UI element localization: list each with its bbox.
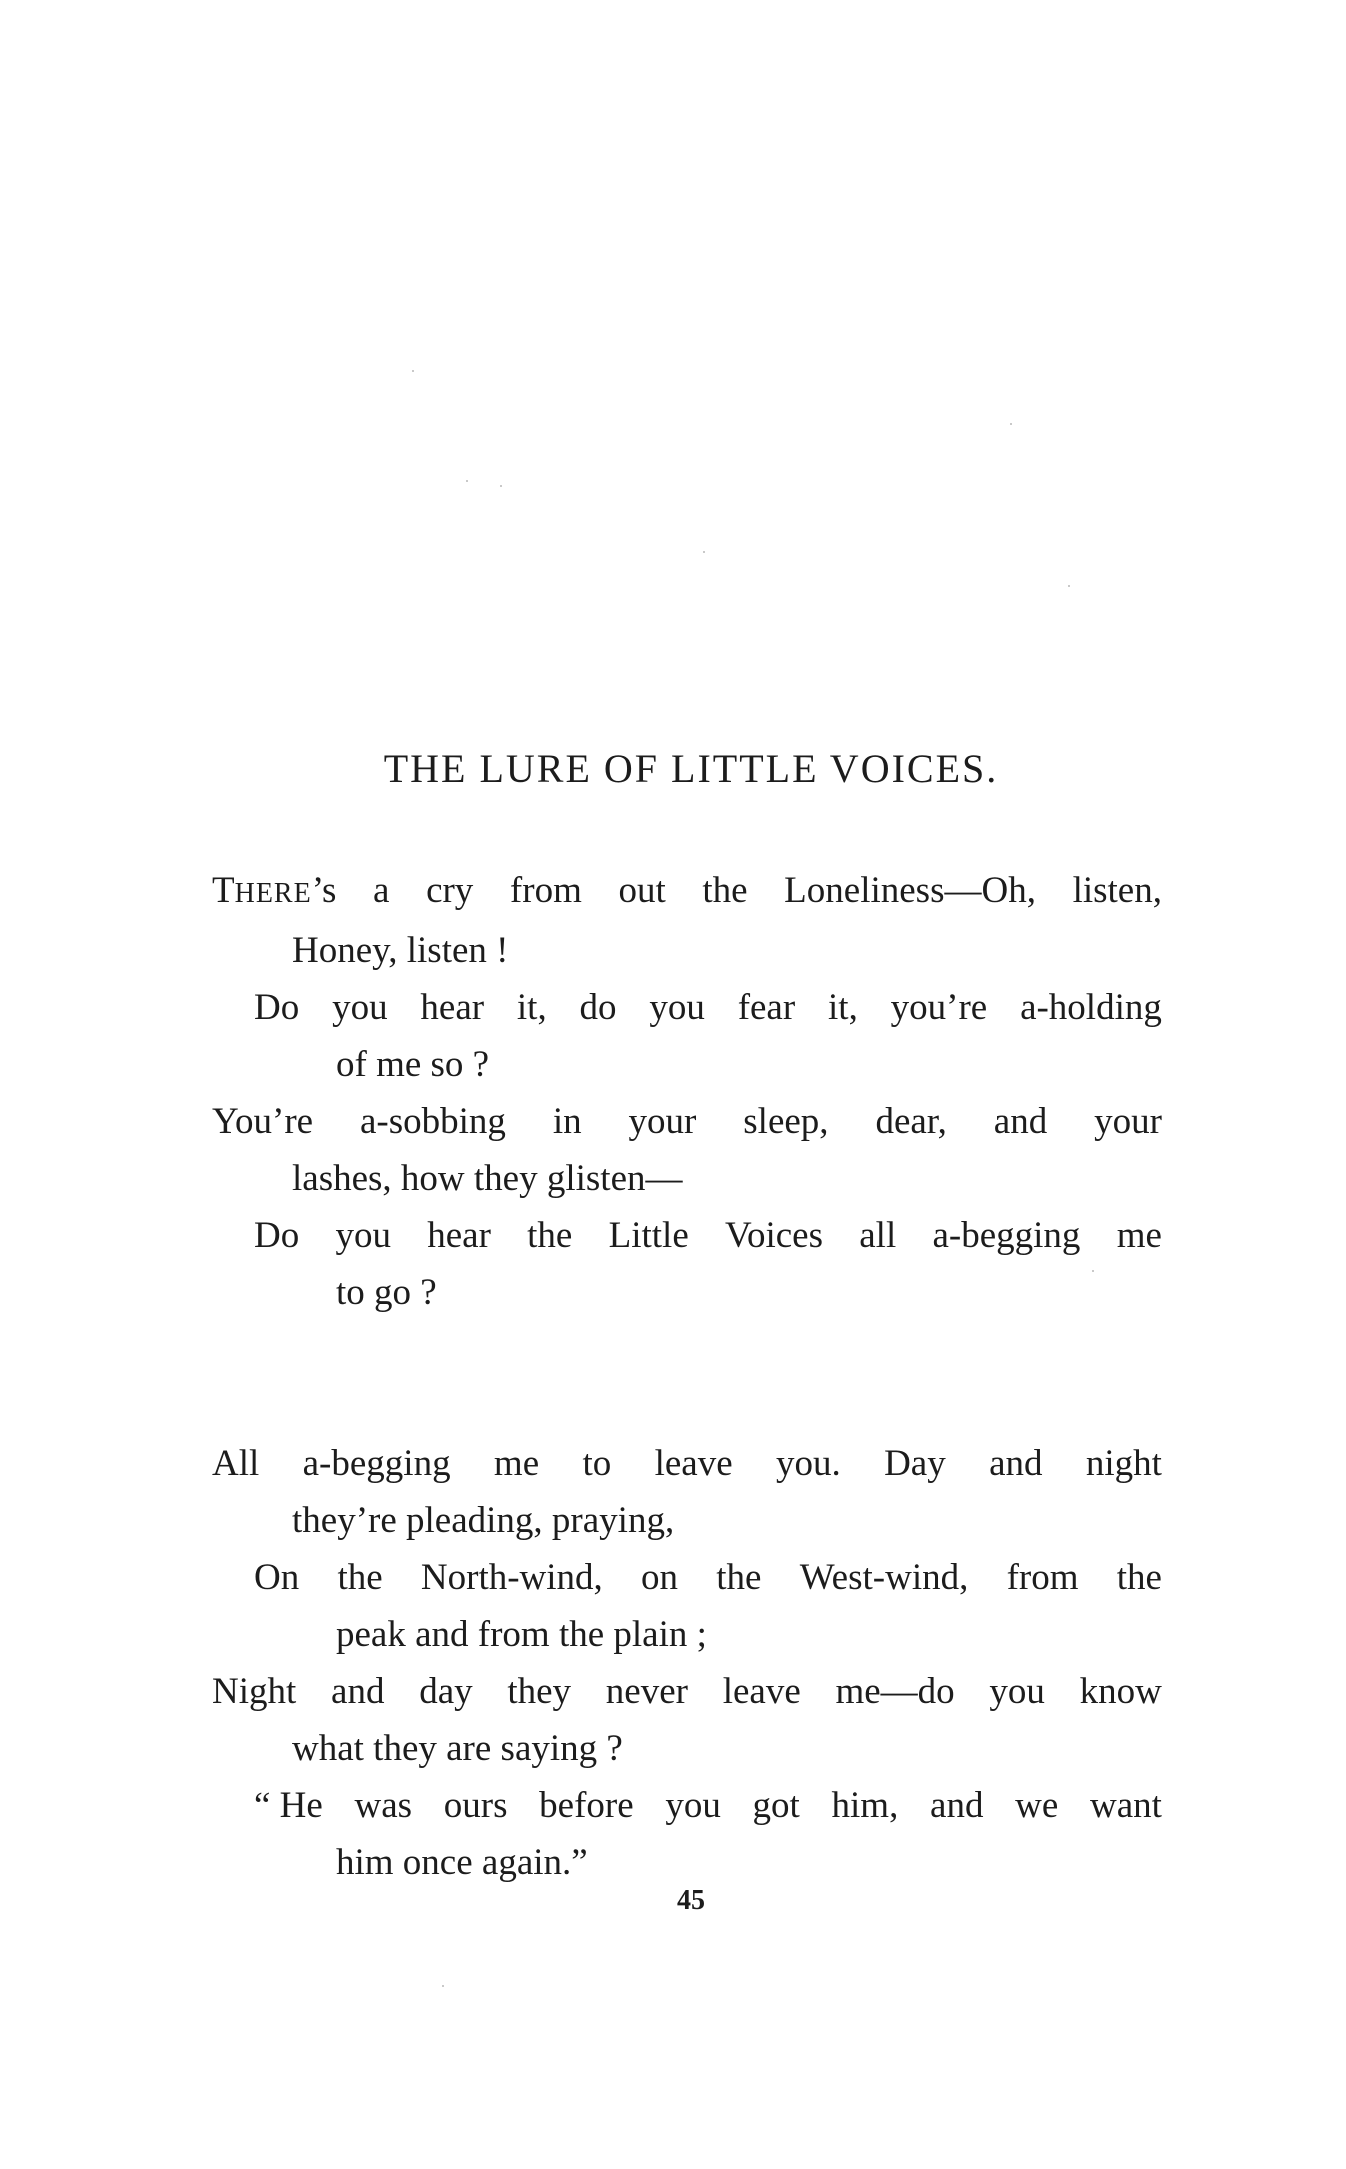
word: me (493, 1443, 540, 1484)
verse-line-5-continuation: they’re pleading, praying, (292, 1500, 675, 1541)
word: night (1085, 1443, 1162, 1484)
word: want (1089, 1785, 1162, 1826)
word: the (337, 1557, 383, 1598)
word: out (618, 870, 666, 911)
word: a (373, 870, 390, 911)
word: you (335, 1215, 391, 1256)
word: you (665, 1785, 721, 1826)
word: hear (420, 987, 485, 1028)
word: the (1116, 1557, 1162, 1598)
verse-line-2-continuation: of me so ? (336, 1044, 490, 1085)
word: to (582, 1443, 612, 1484)
word: from (509, 870, 582, 911)
stanza-2 (212, 1435, 1162, 1891)
word: you. (775, 1443, 841, 1484)
word: a-begging (302, 1443, 451, 1484)
verse-line-6 (254, 1549, 1162, 1606)
word: all (859, 1215, 897, 1256)
word: Little (608, 1215, 689, 1256)
verse-line-8 (254, 1777, 1162, 1834)
word: the (702, 870, 748, 911)
paper-speck (1010, 423, 1012, 425)
verse-line-4 (254, 1207, 1162, 1264)
line-first-word: THERE’s (212, 870, 337, 911)
word: we (1015, 1785, 1059, 1826)
word: Voices (725, 1215, 823, 1256)
verse-line-4-continuation: to go ? (336, 1272, 437, 1313)
word: dear, (875, 1101, 947, 1142)
word: Loneliness—Oh, (784, 870, 1036, 911)
verse-line-7 (212, 1663, 1162, 1720)
verse-line-8-continuation: him once again.” (336, 1842, 588, 1883)
word: a-begging (932, 1215, 1081, 1256)
word: you (649, 987, 705, 1028)
word: me (1116, 1215, 1162, 1256)
word: do (579, 987, 617, 1028)
word: me—do (835, 1671, 955, 1712)
word: the (527, 1215, 573, 1256)
word: leave (654, 1443, 733, 1484)
verse-line-1-continuation: Honey, listen ! (292, 930, 509, 971)
word: and (331, 1671, 385, 1712)
word: day (419, 1671, 473, 1712)
word: you’re (890, 987, 988, 1028)
verse-line-7-continuation: what they are saying ? (292, 1728, 623, 1769)
word: from (1006, 1557, 1079, 1598)
verse-line-3 (212, 1093, 1162, 1150)
stanza-1 (212, 862, 1162, 1321)
word: listen, (1072, 870, 1162, 911)
word: You’re (212, 1101, 314, 1142)
word: leave (722, 1671, 801, 1712)
word: you (332, 987, 388, 1028)
word: fear (737, 987, 796, 1028)
word: cry (426, 870, 474, 911)
paper-speck (703, 551, 705, 553)
word: and (930, 1785, 984, 1826)
verse-line-2 (254, 979, 1162, 1036)
word: got (752, 1785, 800, 1826)
paper-speck (466, 480, 468, 482)
word: it, (828, 987, 858, 1028)
poem-title: THE LURE OF LITTLE VOICES. (383, 746, 999, 791)
paper-speck (500, 485, 502, 487)
word: ours (443, 1785, 508, 1826)
word: North-wind, (420, 1557, 603, 1598)
word: on (641, 1557, 679, 1598)
word: Night (212, 1671, 297, 1712)
word: before (539, 1785, 634, 1826)
word: West-wind, (799, 1557, 969, 1598)
word: your (1094, 1101, 1162, 1142)
word: All (212, 1443, 260, 1484)
word: hear (427, 1215, 491, 1256)
word: him, (831, 1785, 899, 1826)
word: never (605, 1671, 688, 1712)
paper-speck (442, 1985, 444, 1987)
word: “ He (254, 1785, 323, 1826)
word: Day (884, 1443, 946, 1484)
word: On (254, 1557, 300, 1598)
word: a-holding (1020, 987, 1162, 1028)
paper-speck (1068, 585, 1070, 587)
verse-line-6-continuation: peak and from the plain ; (336, 1614, 707, 1655)
word: they (507, 1671, 572, 1712)
word: a-sobbing (360, 1101, 506, 1142)
word: and (993, 1101, 1048, 1142)
word: the (716, 1557, 762, 1598)
verse-line-1 (212, 862, 1162, 922)
verse-line-5 (212, 1435, 1162, 1492)
word: in (552, 1101, 582, 1142)
page-number: 45 (677, 1885, 705, 1916)
word: know (1079, 1671, 1162, 1712)
word: Do (254, 987, 300, 1028)
word: it, (516, 987, 547, 1028)
word: your (628, 1101, 697, 1142)
word: Do (254, 1215, 300, 1256)
word: and (989, 1443, 1043, 1484)
word: was (354, 1785, 413, 1826)
paper-speck (412, 370, 414, 372)
word: you (989, 1671, 1045, 1712)
word: sleep, (743, 1101, 829, 1142)
verse-line-3-continuation: lashes, how they glisten— (292, 1158, 683, 1199)
